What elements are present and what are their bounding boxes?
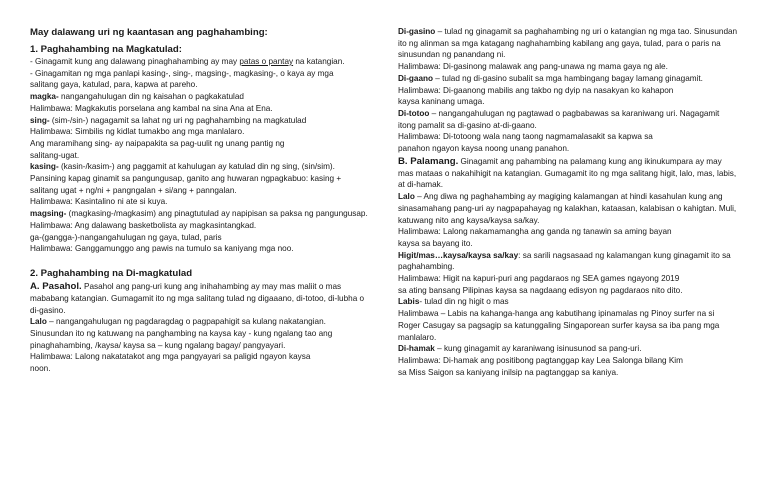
text-line: - Ginagamit kung ang dalawang pinaghahambing ay may patas o pantay na katangian. — [30, 57, 345, 66]
term-labis: Labis — [398, 297, 420, 307]
text-line: itong pamalit sa di-gasino at-di-gaano. — [398, 120, 537, 130]
text-line: Lalo – nangangahulugan ng pagdaragdag o pagpapahigit sa kulang nakatangian. — [30, 317, 326, 327]
example-line: Halimbawa: Higit na kapuri-puri ang pagdaraos ng SEA games ngayong 2019 — [398, 274, 680, 284]
text-line: kaysa kaninang umaga. — [398, 97, 485, 107]
term-lalo: Lalo — [30, 317, 47, 327]
text-line: salitang ugat + ng/ni + pangngalan + si/ang + panngalan. — [30, 185, 237, 195]
text-line: ito ng alinman sa mga katagang naghahambing kabilang ang gaya, tulad, para o paris na — [398, 38, 721, 48]
text-line: Di-gaano – tulad ng di-gasino subalit sa mga hambingang bagay lamang ginagamit. — [398, 73, 703, 83]
text-line: kaysa sa bayang ito. — [398, 238, 473, 248]
example-line: Halimbawa: Di-totoong wala nang taong nagmamalasakit sa kapwa sa — [398, 132, 653, 142]
text-line: magsing- (magkasing-/magkasim) ang pinagtutulad ay napipisan sa paksa ng pangungusap. — [30, 209, 368, 219]
text-line: di-gasino. — [30, 305, 66, 315]
text-line: Di-hamak – kung ginagamit ay karaniwang isinusunod sa pang-uri. — [398, 344, 642, 354]
text-line: paghahambing. — [398, 262, 455, 272]
text-line: B. Palamang. Ginagamit ang pahambing na palamang kung ang ikinukumpara ay may — [398, 155, 722, 167]
term-sing: sing- — [30, 115, 50, 125]
term-magsing: magsing- — [30, 209, 67, 219]
example-line: Halimbawa: Di-gasinong malawak ang pang-unawa ng mama gaya ng ale. — [398, 62, 668, 72]
subheading-palamang: B. Palamang. — [398, 155, 459, 167]
example-line: Halimbawa: Kasintalino ni ate si kuya. — [30, 197, 168, 207]
term-di-gasino: Di-gasino — [398, 27, 436, 36]
text-line: ga-(gangga-)-nangangahulugan ng gaya, tulad, paris — [30, 232, 222, 242]
text-line: Ang maramihang sing- ay naipapakita sa pag-uulit ng unang pantig ng — [30, 138, 285, 148]
example-line: Halimbawa: Ganggamunggo ang pawis na tumulo sa kaniyang mga noo. — [30, 244, 294, 254]
text-line: manlalaro. — [398, 332, 437, 342]
text-line: kasing- (kasin-/kasim-) ang paggamit at kahulugan ay katulad din ng sing, (sin/sim). — [30, 162, 335, 172]
text-line: Lalo – Ang diwa ng paghahambing ay magiging kalamangan at hindi kasahulan kung ang — [398, 192, 723, 202]
term-lalo: Lalo — [398, 192, 415, 202]
text-line: sinusundan ng panandang ni. — [398, 50, 506, 60]
term-di-totoo: Di-totoo — [398, 108, 430, 118]
text-line: mas mataas o nakahihigit na katangian. Gumagamit ito ng mga salitang higit, lalo, mas, labis, — [398, 168, 737, 178]
example-line: Halimbawa: Magkakutis porselana ang kambal na sina Ana at Ena. — [30, 103, 273, 113]
text-line: mababang katangian. Gumagamit ito ng mga salitang tulad ng digaaano, di-totoo, di-lubha o — [30, 293, 365, 303]
text-line: A. Pasahol. Pasahol ang pang-uri kung ang inihahambing ay may mas maliit o mas — [30, 280, 342, 292]
text-line: - Ginagamitan ng mga panlapi kasing-, sing-, magsing-, magkasing-, o kaya ay mga — [30, 68, 334, 78]
example-line: Halimbawa: Di-gaanong mabilis ang takbo ng dyip na nasakyan ko kahapon — [398, 85, 674, 95]
text-line: at di-hamak. — [398, 180, 444, 190]
term-di-gaano: Di-gaano — [398, 73, 434, 83]
subheading-pasahol: A. Pasahol. — [30, 280, 82, 292]
text-line: Di-totoo – nangangahulugan ng pagtawad o pagbabawas sa karaniwang uri. Nagagamit — [398, 108, 720, 118]
text-line: Labis- tulad din ng higit o mas — [398, 297, 509, 307]
document-title: May dalawang uri ng kaantasan ang paghahambing: — [30, 27, 268, 38]
text-line: Sinusundan ito ng katuwang na panghambing na kaysa kay - kung ngalang tao ang — [30, 329, 333, 339]
section-heading-magkatulad: 1. Paghahambing na Magkatulad: — [30, 44, 182, 55]
underlined-phrase: patas o pantay — [239, 57, 294, 66]
text-line: Di-gasino – tulad ng ginagamit sa paghahambing ng uri o katangian ng mga tao. Sinusundan — [398, 27, 738, 36]
term-higit-mas: Higit/mas…kaysa/kaysa sa/kay — [398, 250, 519, 260]
section-heading-di-magkatulad: 2. Paghahambing na Di-magkatulad — [30, 267, 193, 279]
text-line: sa ating bansang Pilipinas kaysa sa nagdaang edisyon ng pagdaraos nito dito. — [398, 285, 683, 295]
text-line: Roger Casugay sa pagsagip sa katunggaling Singaporean surfer kaysa sa iba pang mga — [398, 320, 720, 330]
term-magka: magka- — [30, 92, 59, 102]
example-line: Halimbawa: Lalong nakamamangha ang ganda ng tanawin sa aming bayan — [398, 227, 672, 237]
term-di-hamak: Di-hamak — [398, 344, 435, 354]
example-line: Halimbawa – Labis na kahanga-hanga ang kabutihang ipinamalas ng Pinoy surfer na si — [398, 309, 715, 319]
left-column — [30, 26, 382, 375]
text-line: pinaghahambing, /kaysa/ kaysa sa – kung ngalang bagay/ pangyayari. — [30, 340, 286, 350]
text-line: Pansining kapag ginamit sa pangungusap, ganito ang huwaran ngpagkabuo: kasing + — [30, 174, 342, 184]
right-column — [398, 26, 750, 378]
text-line: sa Miss Saigon sa kaniyang inilsip na pagtanggap sa kaniya. — [398, 367, 619, 377]
example-line: Halimbawa: Ang dalawang basketbolista ay magkasintangkad. — [30, 220, 257, 230]
text-line: magka- nangangahulugan din ng kaisahan o pagkakatulad — [30, 92, 244, 102]
example-line: Halimbawa: Di-hamak ang positibong pagtanggap kay Lea Salonga bilang Kim — [398, 355, 683, 365]
text-line: panahon ngayon kaysa noong unang panahon. — [398, 144, 570, 154]
text-line: sing- (sim-/sin-) nagagamit sa lahat ng uri ng paghahambing na magkatulad — [30, 115, 307, 125]
text-line: salitang-ugat. — [30, 150, 80, 160]
text-line: salitang gaya, katulad, para, kapwa at pareho. — [30, 80, 198, 90]
text-line: noon. — [30, 364, 51, 374]
text-line: sinasamahang pang-uri ay nagpapahayag ng kalakhan, kataasan, kalabisan o kahigtan. Muli, — [398, 203, 737, 213]
example-line: Halimbawa: Lalong nakatatakot ang mga pangyayari sa paligid ngayon kaysa — [30, 352, 311, 362]
example-line: Halimbawa: Simbilis ng kidlat tumakbo ang mga manlalaro. — [30, 127, 245, 137]
text-line: katuwang nito ang kaysa/kaysa sa/kay. — [398, 215, 540, 225]
text-line: Higit/mas…kaysa/kaysa sa/kay: sa sarili nagsasaad ng kalamangan kung ginagamit ito sa — [398, 250, 731, 260]
term-kasing: kasing- — [30, 162, 59, 172]
